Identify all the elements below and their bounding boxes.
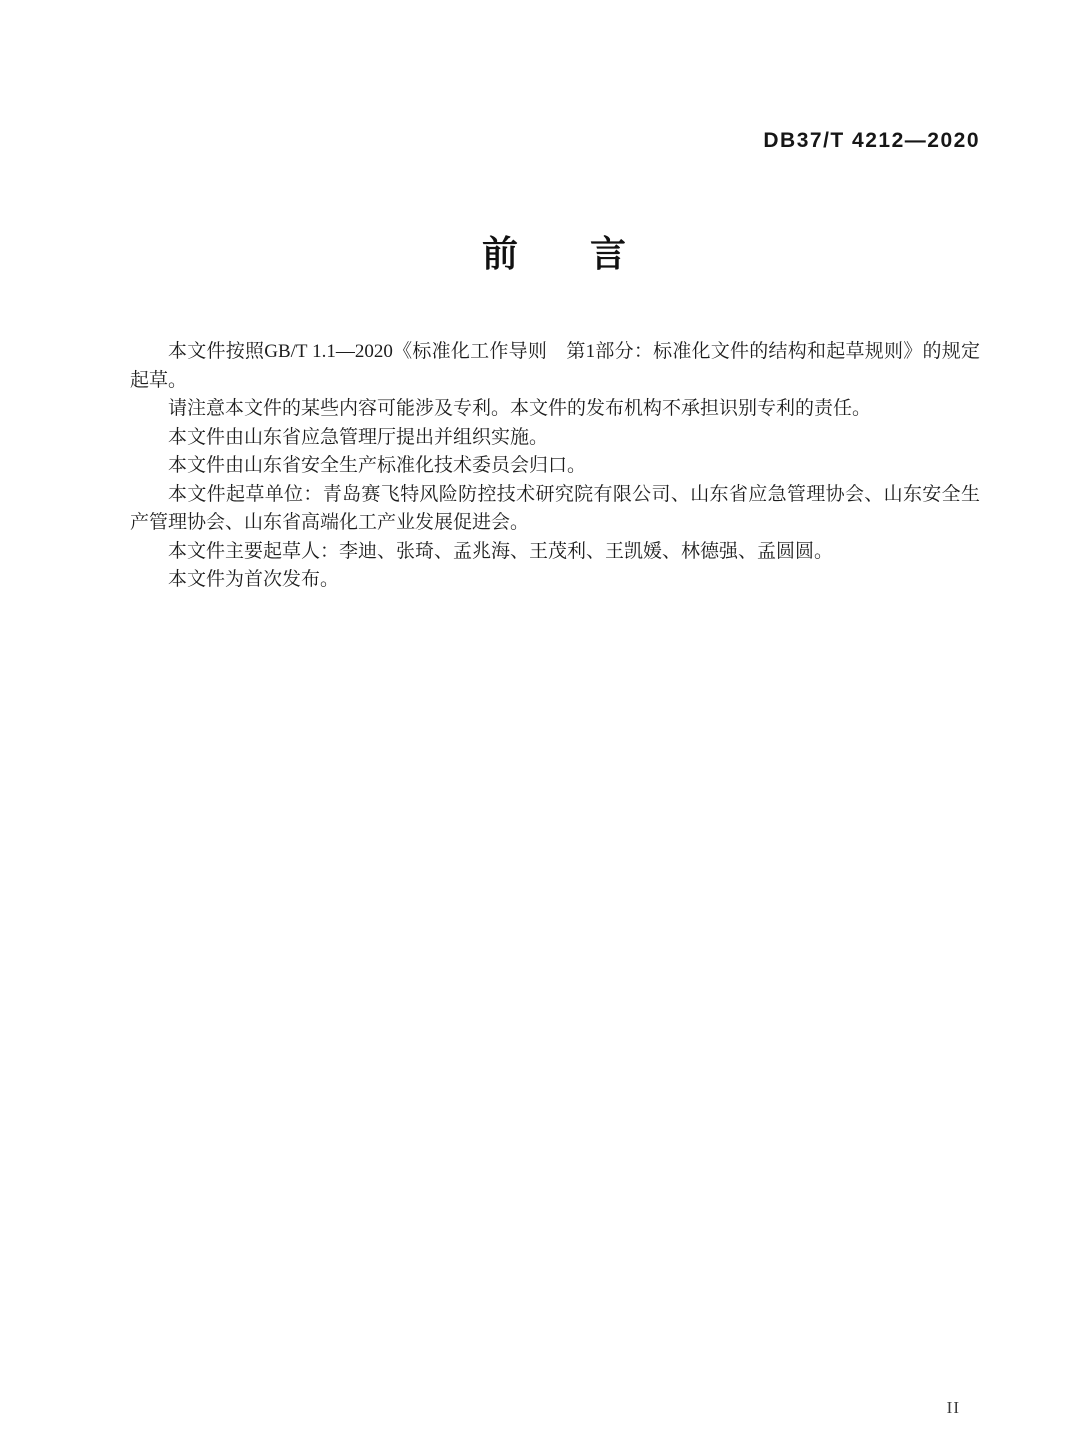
foreword-paragraph-main-drafters: 本文件主要起草人：李迪、张琦、孟兆海、王茂利、王凯媛、林德强、孟圆圆。 (168, 540, 834, 562)
foreword-body (130, 338, 980, 595)
page-number: II (946, 1398, 960, 1417)
page-title: 前 言 (481, 233, 626, 274)
standard-code-header: DB37/T 4212—2020 (763, 129, 980, 152)
foreword-paragraph-drafting-organizations: 本文件起草单位：青岛赛飞特风险防控技术研究院有限公司、山东省应急管理协会、山东安全生产管理协会、山东省高端化工产业发展促进会。 (130, 483, 980, 533)
foreword-paragraph-patent-notice: 请注意本文件的某些内容可能涉及专利。本文件的发布机构不承担识别专利的责任。 (168, 398, 872, 419)
foreword-paragraph-proposing-body: 本文件由山东省应急管理厅提出并组织实施。 (168, 426, 549, 448)
foreword-paragraph-first-publication: 本文件为首次发布。 (168, 569, 340, 590)
foreword-paragraph-centralized-body: 本文件由山东省安全生产标准化技术委员会归口。 (168, 455, 587, 476)
foreword-paragraph-drafting-rules: 本文件按照GB/T 1.1—2020《标准化工作导则 第1部分：标准化文件的结构和起草规则》的规定起草。 (130, 341, 980, 391)
